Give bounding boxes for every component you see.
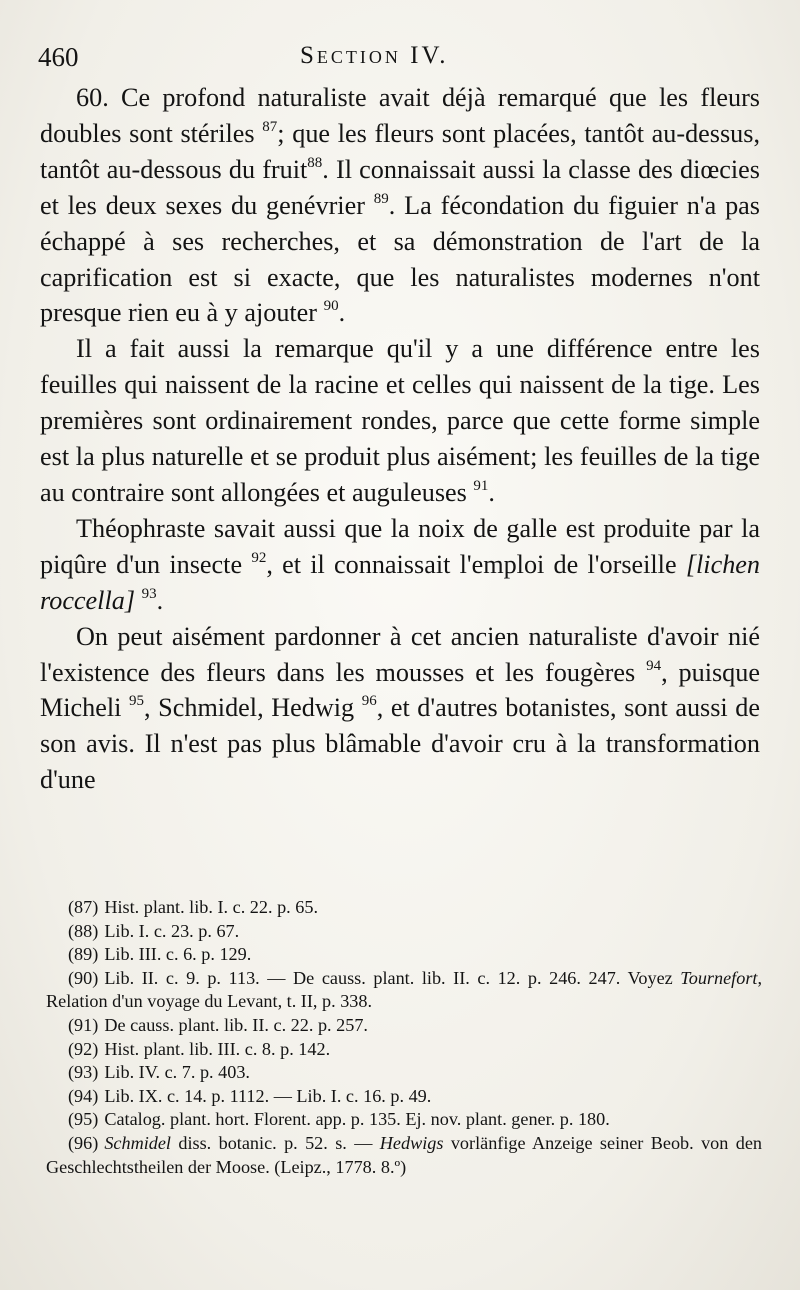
footnote-ref: 96 [361,693,377,710]
footnotes [46,896,762,1179]
paragraph-mosses: On peut aisément pardonner à cet ancien naturaliste d'avoir nié l'existence des fleurs dans les mousses et les fougères $^{94}$, puisque Micheli $^{95}$, Schmidel, Hedwig $^{96}$, et d'autres botanistes, sont aussi de son avis. Il n'est pas plus blâmable d'avoir cru à la transformation d'une [40,621,760,795]
page-header [38,40,758,76]
footnote-94: (94) Lib. IX. c. 14. p. 1112. — Lib. I. c. 16. p. 49. [68,1085,432,1106]
footnote-92: (92) Hist. plant. lib. III. c. 8. p. 142. [68,1038,331,1059]
footnote-95: (95) Catalog. plant. hort. Florent. app. p. 135. Ej. nov. plant. gener. p. 180. [68,1109,610,1130]
paragraph-leaves: Il a fait aussi la remarque qu'il y a une différence entre les feuilles qui naissent de la racine et celles qui naissent de la tige. Les premières sont ordinairement rondes, parce que cette forme simple est la plus naturelle et se produit plus aisément; les feuilles de la tige au contraire sont allongées et auguleuses $^{91}$. [40,334,760,507]
footnote-ref: 88 [307,154,323,171]
footnote-ref: 89 [373,190,389,207]
footnote-ref: 94 [646,657,662,674]
main-text [40,80,760,798]
footnote-ref: 90 [323,298,339,315]
footnote-ref: 93 [141,585,157,602]
page-number: 460 [38,42,79,72]
footnote-93: (93) Lib. IV. c. 7. p. 403. [68,1062,250,1083]
footnote-ref: 95 [129,693,145,710]
footnote-91: (91) De causs. plant. lib. II. c. 22. p. 257. [68,1014,368,1035]
paragraph-galls: Théophraste savait aussi que la noix de galle est produite par la piqûre d'un insecte $^{92}$, et il connaissait l'emploi de l'orseille [lichen roccella] $^{93}$. [40,513,761,615]
footnote-96: (96) Schmidel diss. botanic. p. 52. s. — Hedwigs vorlänfige Anzeige seiner Beob. von den Geschlechtstheilen der Moose. (Leipz., 1778. 8.º) [46,1132,762,1177]
footnote-ref: 92 [251,549,267,566]
footnote-ref: 87 [262,118,278,135]
footnote-88: (88) Lib. I. c. 23. p. 67. [68,920,240,941]
footnote-90: (90) Lib. II. c. 9. p. 113. — De causs. plant. lib. II. c. 12. p. 246. 247. Voyez Tournefort, Relation d'un voyage du Levant, t. II, p. 338. [46,967,762,1012]
paragraph-60: 60. Ce profond naturaliste avait déjà remarqué que les fleurs doubles sont stériles $^{87}$; que les fleurs sont placées, tantôt au-dessus, tantôt au-dessous du fruit$^{88}$. Il connaissait aussi la classe des diœcies et les deux sexes du genévrier $^{89}$. La fécondation du figuier n'a pas échappé à ses recherches, et sa démonstration de l'art de la caprification est si exacte, que les naturalistes modernes n'ont presque rien eu à y ajouter $^{90}$. [40,83,760,328]
footnote-87: (87) Hist. plant. lib. I. c. 22. p. 65. [68,897,318,917]
footnote-ref: 91 [473,477,489,494]
latin-name: [lichen roccella] [40,549,761,615]
running-head: Section IV. [300,42,449,69]
footnote-89: (89) Lib. III. c. 6. p. 129. [68,944,252,965]
